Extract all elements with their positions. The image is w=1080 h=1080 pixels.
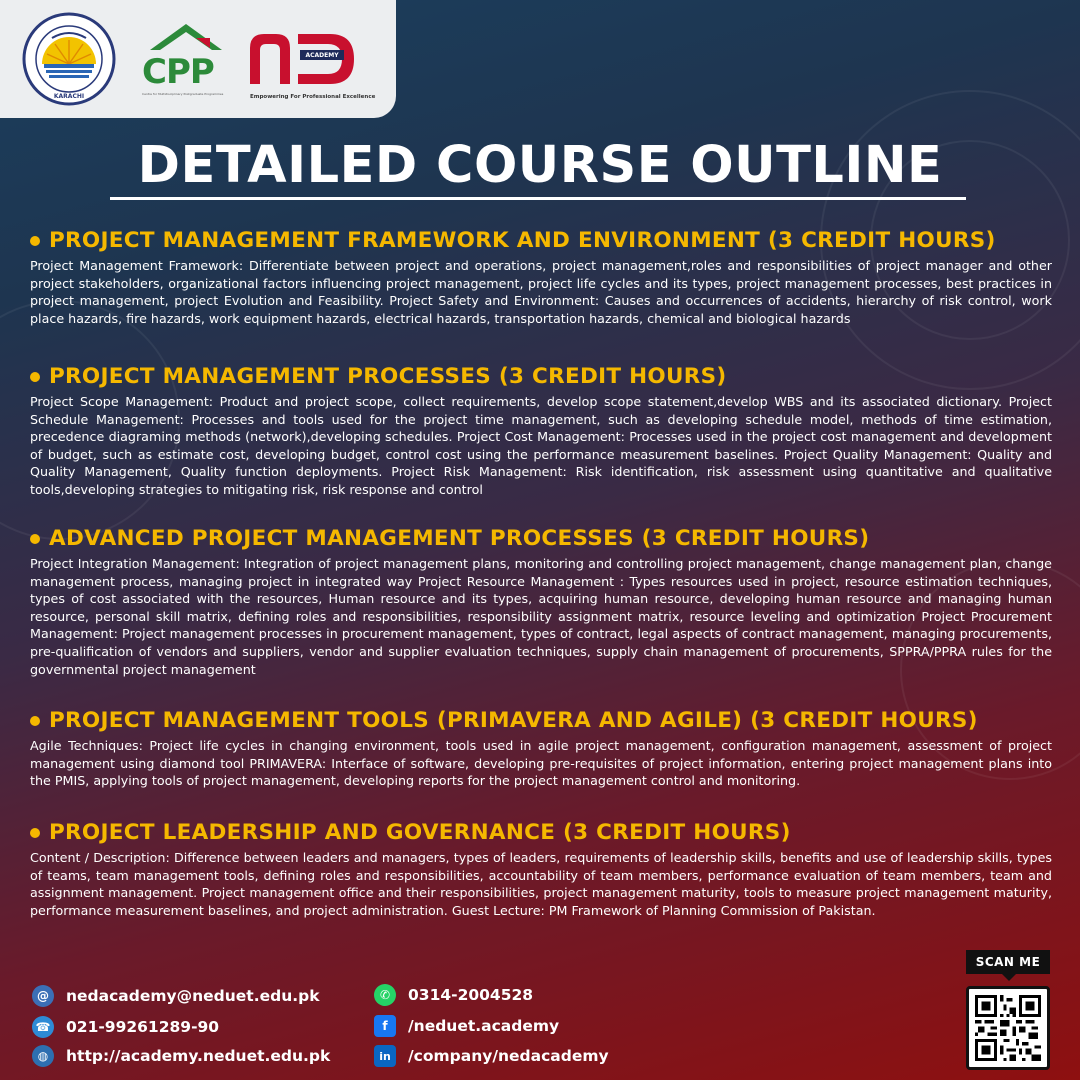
bullet-icon: [30, 828, 40, 838]
email-link[interactable]: [32, 985, 320, 1007]
section-description: Project Management Framework: Differentiate between project and operations, project management,roles and responsibilities of project manager and other project stakeholders, organizational factors influencing project management, project life cycles and its types, project management processes, best practices in project management, project Evolution and Feasibility. Project Safety and Environment: Causes and occurrences of accidents, hierarchy of risk control, work place hazards, fire hazards, work equipment hazards, electrical hazards, transportation hazards, chemical and biological hazards: [30, 258, 1052, 326]
website-link[interactable]: [32, 1045, 330, 1067]
linkedin-text: /company/nedacademy: [408, 1047, 609, 1065]
whatsapp-link[interactable]: [374, 984, 533, 1006]
section-description: Agile Techniques: Project life cycles in changing environment, tools used in agile project management, configuration management, assessment of project management using diamond tool PRIMAVERA: Interface of software, developing pre-requisites of project information, entering project management plans into the PMIS, applying tools of project management, developing reports for the project management control and monitoring.: [30, 738, 1052, 789]
linkedin-icon: in: [374, 1045, 396, 1067]
globe-icon: ◍: [32, 1045, 54, 1067]
title-underline: [110, 197, 966, 200]
phone-link[interactable]: [32, 1016, 219, 1038]
email-text: nedacademy@neduet.edu.pk: [66, 987, 320, 1005]
facebook-text: /neduet.academy: [408, 1017, 560, 1035]
svg-text:KARACHI: KARACHI: [53, 93, 85, 100]
bullet-icon: [30, 236, 40, 246]
section-description: Project Integration Management: Integration of project management plans, monitoring and controlling project management, change management plan, change management process, managing project in integrated way Project Resource Management : Types resources used in project, resource estimation techniques, types of cost associated with the resources, Human resource and its types, acquiring human resource, developing human resource and managing human resource, personal skill matrix, defining roles and responsibilities, responsibility assignment matrix, resource leveling and optimization Project Procurement Management: Project management processes in procurement management, types of contract, legal aspects of contract management, managing procurements, pre-qualification of vendors and suppliers, vendor and supplier evaluation techniques, supply chain management of procurements, SPPRA/PPRA rules for the governmental project management: [30, 556, 1052, 677]
section-description: Project Scope Management: Product and project scope, collect requirements, develop scope statement,develop WBS and its associated dictionary. Project Schedule Management: Processes and tools used for the project time management, such as developing schedule model, methods of time estimation, precedence diagraming methods (network),developing schedules. Project Cost Management: Processes used in the project cost management and development of budget, such as estimate cost, developing budget, control cost using the performance measurement baselines. Project Quality Management: Quality and Quality Management, Quality function deployments. Project Risk Management: Risk identification, risk assessment using quantitative and qualitative tools,developing strategies to mitigating risk, risk response and control: [30, 394, 1052, 497]
course-section: [30, 708, 1052, 790]
whatsapp-icon: ✆: [374, 984, 396, 1006]
linkedin-link[interactable]: [374, 1045, 609, 1067]
logo-panel: [0, 0, 396, 118]
scan-me-label: SCAN ME: [966, 950, 1050, 974]
section-title: PROJECT MANAGEMENT TOOLS (PRIMAVERA AND AGILE) (3 CREDIT HOURS): [49, 708, 978, 733]
section-description: Content / Description: Difference between leaders and managers, types of leaders, requirements of leadership skills, benefits and use of leadership skills, types of teams, team management tools, defining roles and responsibilities, accountability of team members, performance evaluation of team members, team and assignment management. Project management office and their responsibilities, project management maturity, tools to measure project management maturity, performance measurement baselines, and project administration. Guest Lecture: PM Framework of Planning Commission of Pakistan.: [30, 850, 1052, 918]
course-section: [30, 228, 1052, 327]
ned-university-seal-logo: [22, 12, 116, 106]
course-section: [30, 820, 1052, 919]
qr-code-icon: [975, 995, 1041, 1061]
website-text: http://academy.neduet.edu.pk: [66, 1047, 331, 1065]
cpp-logo-caption: Centre for Multidisciplinary Postgraduate Programmes: [142, 92, 224, 96]
qr-code[interactable]: [966, 986, 1050, 1070]
bullet-icon: [30, 372, 40, 382]
section-title: PROJECT MANAGEMENT FRAMEWORK AND ENVIRONMENT (3 CREDIT HOURS): [49, 228, 996, 253]
section-title: ADVANCED PROJECT MANAGEMENT PROCESSES (3 CREDIT HOURS): [49, 526, 870, 551]
email-icon: @: [32, 985, 54, 1007]
bullet-icon: [30, 534, 40, 544]
page-title: DETAILED COURSE OUTLINE: [137, 136, 943, 195]
whatsapp-text: 0314-2004528: [408, 986, 534, 1004]
facebook-link[interactable]: [374, 1015, 559, 1037]
course-section: [30, 526, 1052, 678]
ned-academy-badge: ACADEMY: [305, 52, 339, 59]
section-title: PROJECT MANAGEMENT PROCESSES (3 CREDIT HOURS): [49, 364, 727, 389]
course-section: [30, 364, 1052, 499]
facebook-icon: f: [374, 1015, 396, 1037]
phone-text: 021-99261289-90: [66, 1018, 220, 1036]
section-title: PROJECT LEADERSHIP AND GOVERNANCE (3 CREDIT HOURS): [49, 820, 791, 845]
cpp-logo-text: CPP: [142, 52, 214, 92]
ned-academy-tagline: Empowering For Professional Excellence: [250, 94, 376, 100]
phone-icon: ☎: [32, 1016, 54, 1038]
bullet-icon: [30, 716, 40, 726]
